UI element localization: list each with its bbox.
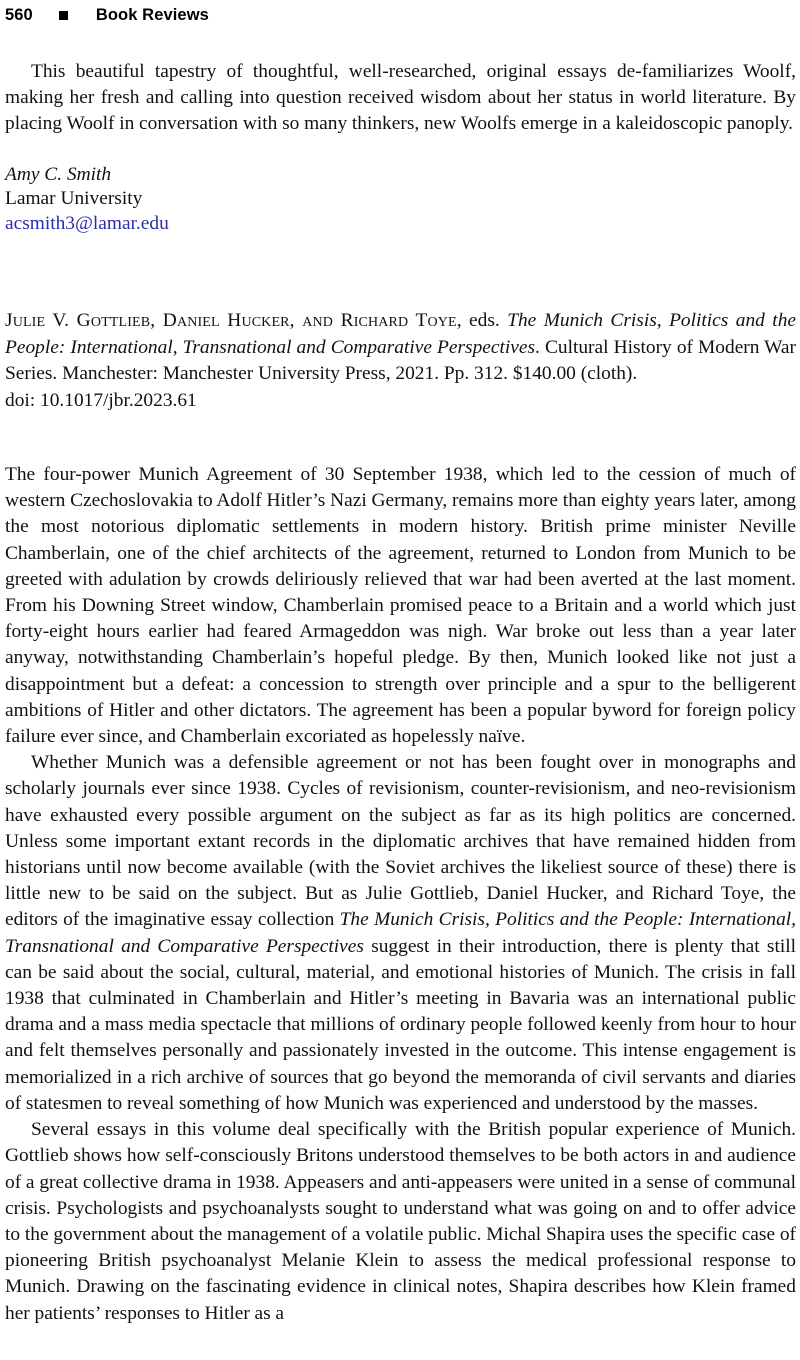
filled-square-icon (59, 11, 68, 20)
paragraph: The four-power Munich Agreement of 30 September 1938, which led to the cession of much of western Czechoslovakia to Adolf Hitler’s Nazi Germany, remains more than eighty years later, among the most notorious diplomatic settlements in modern history. British prime minister Neville Chamberlain, one of the chief architects of the agreement, returned to London from Munich to be greeted with adulation by crowds deliriously relieved that war had been averted at the last moment. From his Downing Street window, Chamberlain promised peace to a Britain and a world which just forty-eight hours earlier had feared Armageddon was nigh. War broke out less than a year later anyway, notwithstanding Chamberlain’s hopeful pledge. By then, Munich looked like not just a disappointment but a defeat: a concession to strength over principle and a spur to the belligerent ambitions of Hitler and other dictators. The agreement has been a popular byword for foreign policy failure ever since, and Chamberlain excoriated as hopelessly naïve. (5, 464, 796, 748)
running-head-title: Book Reviews (95, 6, 209, 24)
reviewer-affiliation: Lamar University (5, 188, 143, 210)
citation-book-title: The Munich Crisis, Politics and the People: International, Transnational and Comparative Perspectives (5, 310, 796, 358)
paragraph-text-part: suggest in their introduction, there is plenty that still can be said about the social, cultural, material, and emotional histories of Munich. The crisis in fall 1938 that culminated in Chamberlain and Hitler’s meeting in Bavaria was an international public drama and a mass media spectacle that millions of ordinary people followed keenly from hour to hour and felt themselves personally and passionately invested in the outcome. This intense engagement is memorialized in a rich archive of sources that go beyond the memoranda of civil servants and diaries of statesmen to reveal something of how Munich was experienced and understood by the masses. (5, 935, 796, 1114)
book-citation-header (5, 308, 796, 414)
paragraph-text-part: Whether Munich was a defensible agreement or not has been fought over in monographs and scholarly journals ever since 1938. Cycles of revisionism, counter-revisionism, and neo-revisionism have exhausted every possible argument on the subject as far as its high politics are concerned. Unless some important extant records in the diplomatic archives that have remained hidden from historians until now become available (with the Soviet archives the likeliest source of these) there is little new to be said on the subject. But as Julie Gottlieb, Daniel Hucker, and Richard Toye, the editors of the imaginative essay collection (5, 752, 796, 931)
review-body (5, 462, 796, 1327)
reviewer-signature (5, 163, 796, 237)
previous-review-tail (5, 59, 796, 138)
citation-editor-role: , eds. (456, 310, 508, 332)
citation-doi[interactable]: doi: 10.1017/jbr.2023.61 (5, 389, 197, 411)
reviewer-name: Amy C. Smith (5, 163, 112, 185)
citation-authors: Julie V. Gottlieb, Daniel Hucker, and Richard Toye (5, 310, 457, 332)
page-number: 560 (5, 6, 33, 24)
running-head (5, 0, 796, 25)
inline-book-title: The Munich Crisis, Politics and the People: International, Transnational and Comparative Perspectives (5, 909, 796, 957)
paragraph (5, 750, 796, 1117)
paragraph: Several essays in this volume deal specifically with the British popular experience of Munich. Gottlieb shows how self-consciously Britons understood themselves to be both actors in and audience of a great collective drama in 1938. Appeasers and anti-appeasers were united in a sense of communal crisis. Psychologists and psychoanalysts sought to understand what was going on and to offer advice to the government about the management of a volatile public. Michal Shapira uses the specific case of pioneering British psychoanalyst Melanie Klein to assess the medical professional response to Munich. Drawing on the fascinating evidence in clinical notes, Shapira describes how Klein framed her patients’ responses to Hitler as a (5, 1119, 796, 1324)
citation-publication-details: . Cultural History of Modern War Series. Manchester: Manchester University Press, 2021. Pp. 312. $140.00 (cloth). (5, 336, 796, 385)
paragraph: This beautiful tapestry of thoughtful, well-researched, original essays de-familiarizes Woolf, making her fresh and calling into question received wisdom about her status in world literature. By placing Woolf in conversation with so many thinkers, new Woolfs emerge in a kaleidoscopic panoply. (5, 61, 796, 135)
reviewer-email-link[interactable]: acsmith3@lamar.edu (5, 212, 169, 234)
